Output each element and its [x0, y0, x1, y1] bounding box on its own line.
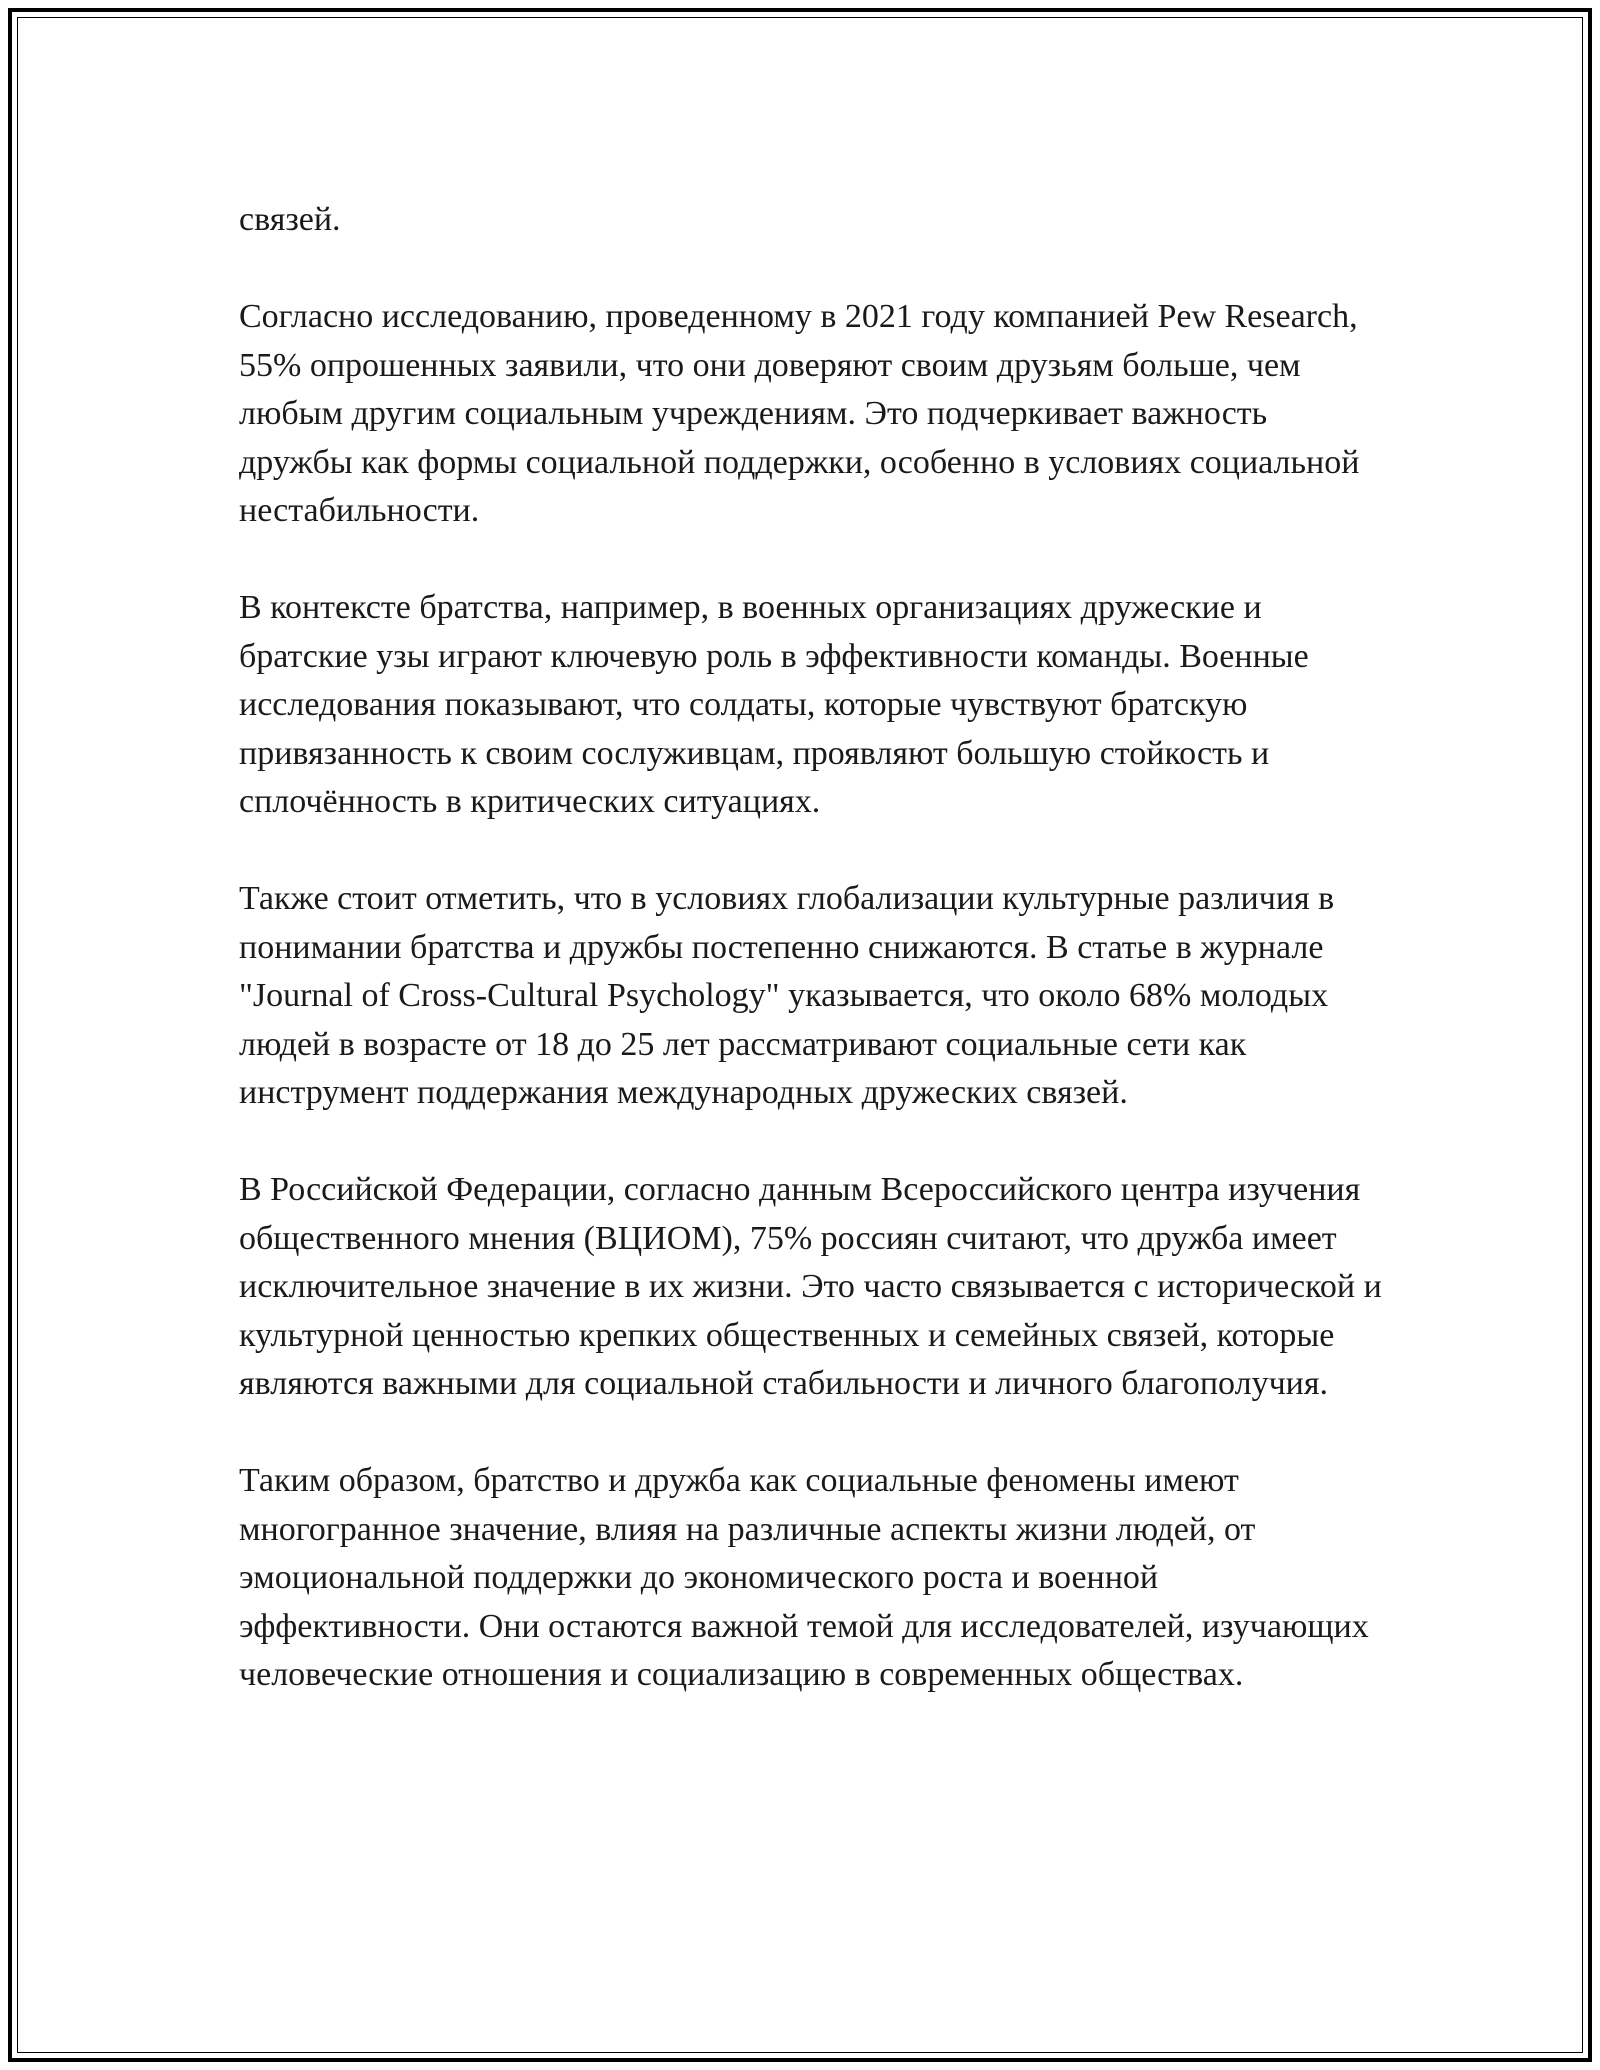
paragraph-russia-vciom: В Российской Федерации, согласно данным Всероссийского центра изучения общественного мнения (ВЦИОМ), 75% россиян считают, что дружба имеет исключительное значение в их жизни. Это часто связывается с исторической и культурной ценностью крепких общественных и семейных связей, которые являются важными для социальной стабильности и личного благополучия. [239, 1171, 1382, 1402]
document-body [239, 196, 1389, 1700]
paragraph-continuation: связей. [239, 201, 341, 238]
paragraph-military-brotherhood: В контексте братства, например, в военных организациях дружеские и братские узы играют ключевую роль в эффективности команды. Военные исследования показывают, что солдаты, которые чувствуют братскую привязанность к своим сослуживцам, проявляют большую стойкость и сплочённость в критических ситуациях. [239, 589, 1309, 820]
paragraph-globalization: Также стоит отметить, что в условиях глобализации культурные различия в понимании братства и дружбы постепенно снижаются. В статье в журнале "Journal of Cross-Cultural Psychology" указывается, что около 68% молодых людей в возрасте от 18 до 25 лет рассматривают социальные сети как инструмент поддержания международных дружеских связей. [239, 880, 1335, 1111]
page-frame [8, 8, 1592, 2062]
paragraph-conclusion: Таким образом, братство и дружба как социальные феномены имеют многогранное значение, влияя на различные аспекты жизни людей, от эмоциональной поддержки до экономического роста и военной эффективности. Они остаются важной темой для исследователей, изучающих человеческие отношения и социализацию в современных обществах. [239, 1462, 1369, 1693]
paragraph-pew-research: Согласно исследованию, проведенному в 2021 году компанией Pew Research, 55% опрошенных заявили, что они доверяют своим друзьям больше, чем любым другим социальным учреждениям. Это подчеркивает важность дружбы как формы социальной поддержки, особенно в условиях социальной нестабильности. [239, 298, 1360, 529]
